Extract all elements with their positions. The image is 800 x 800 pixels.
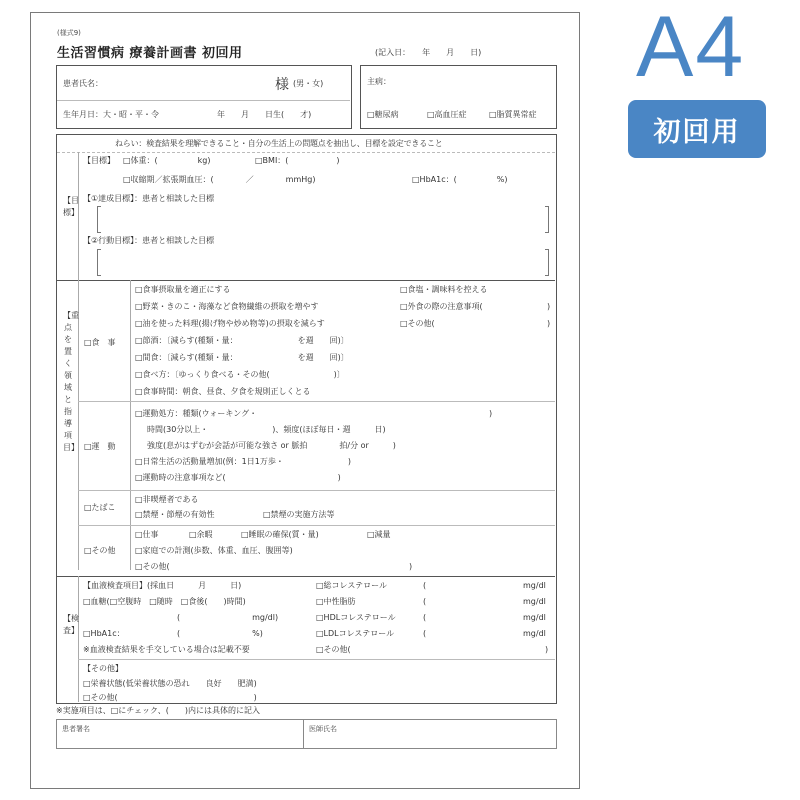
doctor-name-field[interactable]: [307, 734, 547, 746]
diet-right-item-1[interactable]: □食塩・調味料を控える: [400, 285, 488, 294]
patient-signature-label: 患者署名: [62, 725, 90, 733]
birth-era-label[interactable]: 生年月日：大・昭・平・令: [63, 110, 159, 119]
diet-item-7[interactable]: □食事時間：朝食、昼食、夕食を規則正しくとる: [135, 387, 311, 396]
patient-box: [56, 65, 352, 129]
other-weight-loss-checkbox[interactable]: □減量: [367, 530, 391, 539]
form-page: [30, 12, 580, 789]
doctor-name-label: 医師氏名: [309, 725, 337, 733]
diet-right-item-2[interactable]: □外食の際の注意事項(: [400, 302, 483, 311]
action-goal-field[interactable]: [103, 249, 543, 274]
goal-hba1c-checkbox[interactable]: □HbA1c：( %): [412, 175, 508, 184]
disease-diabetes-checkbox[interactable]: □糖尿病: [367, 110, 399, 119]
exercise-item-5[interactable]: □運動時の注意事項など( ): [135, 473, 341, 482]
tobacco-item-3[interactable]: □禁煙の実施方法等: [263, 510, 335, 519]
tobacco-item-2[interactable]: □禁煙・節煙の有効性: [135, 510, 215, 519]
diet-item-4[interactable]: □節酒：〔減らす(種類・量： を週 回)〕: [135, 336, 349, 345]
hba1c-test-value[interactable]: ( %): [177, 629, 263, 638]
blood-test-header[interactable]: 【血液検査項目】(採血日 月 日): [83, 581, 242, 590]
entry-date: (記入日： 年 月 日): [375, 48, 482, 57]
test-note: ※血液検査結果を手交している場合は記載不要: [83, 645, 250, 654]
exercise-item-3[interactable]: 強度(息がはずむが会話が可能な強さ or 脈拍 拍/分 or ): [147, 441, 396, 450]
diet-item-3[interactable]: □油を使った料理(揚げ物や炒め物等)の摂取を減らす: [135, 319, 325, 328]
disease-box: [360, 65, 557, 129]
glucose-value[interactable]: ( mg/dl): [177, 613, 279, 622]
total-cholesterol-checkbox[interactable]: □総コレステロール: [316, 581, 387, 590]
initial-use-badge: 初回用: [628, 100, 766, 158]
triglyceride-checkbox[interactable]: □中性脂肪: [316, 597, 356, 606]
paper-size-label: A4: [636, 0, 746, 95]
disease-dyslipidemia-checkbox[interactable]: □脂質異常症: [489, 110, 537, 119]
exercise-checkbox[interactable]: □運 動: [84, 442, 116, 451]
diet-item-2[interactable]: □野菜・きのこ・海藻など食物繊維の摂取を増やす: [135, 302, 319, 311]
unit-label: mg/dl: [523, 629, 546, 638]
goals-header: 【目標】: [83, 156, 115, 165]
test-other-checkbox[interactable]: □その他(: [316, 645, 351, 654]
exercise-item-2[interactable]: 時間(30分以上・ )、頻度(ほぼ毎日・週 日): [147, 425, 386, 434]
unit-label: mg/dl: [523, 581, 546, 590]
goals-side-label: 【目標】: [63, 196, 79, 217]
birth-date-field[interactable]: 年 月 日生( 才): [217, 110, 312, 119]
unit-label: mg/dl: [523, 613, 546, 622]
tests-side-label: 【検査】: [63, 614, 79, 635]
footnote: ※実施項目は、□にチェック、( )内には具体的に記入: [56, 706, 260, 715]
aim-text: ねらい：検査結果を理解できること・自分の生活上の問題点を抽出し、目標を設定できること: [115, 139, 443, 148]
action-goal-label: 【②行動目標】：患者と相談した目標: [83, 236, 215, 245]
ldl-checkbox[interactable]: □LDLコレステロール: [316, 629, 395, 638]
tobacco-checkbox[interactable]: □たばこ: [84, 503, 116, 512]
diet-item-5[interactable]: □間食：〔減らす(種類・量： を週 回)〕: [135, 353, 349, 362]
patient-name-field[interactable]: [117, 76, 267, 92]
diet-right-item-3[interactable]: □その他(: [400, 319, 435, 328]
goal-weight-checkbox[interactable]: □体重：( kg): [123, 156, 211, 165]
focus-side-label: 【重点を置く領域と指導項目】: [63, 311, 79, 452]
achievement-goal-field[interactable]: [103, 206, 543, 231]
exercise-item-1[interactable]: □運動処方：種類(ウォーキング・: [135, 409, 258, 418]
diet-checkbox[interactable]: □食 事: [84, 338, 116, 347]
achievement-goal-label: 【①達成目標】：患者と相談した目標: [83, 194, 215, 203]
tobacco-item-1[interactable]: □非喫煙者である: [135, 495, 199, 504]
main-disease-label: 主病：: [367, 77, 391, 86]
signature-box: [56, 719, 557, 749]
other-other-checkbox[interactable]: □その他(: [135, 562, 170, 571]
unit-label: mg/dl: [523, 597, 546, 606]
main-plan-box: ねらい：検査結果を理解できること・自分の生活上の問題点を抽出し、目標を設定できること 【目標】 【目標】 □体重：( kg) □BMI：( ) □収縮期／拡張期血圧：( ／ mmHg) □HbA1c：( %) 【①達成目標】：患者と相談した目標 【②行動目標】：患者と相談した目標 【重点を置く領域と指導項目】 □食 事 □食事摂取量を適正にする □野菜・きのこ・海藻など食物繊維の摂取を増やす □油を使った料理(揚げ物や炒め物等)の摂取を減らす □節酒：〔減らす(種類・量： を週 回)〕 □間食：〔減らす(種類・量： を週 回)〕 □食べ方：〔ゆっくり食べる・その他( )〕 □食事時間：朝食、昼食、夕食を規則正しくとる □食塩・調味料を控える □外食の際の注意事項( ) □その他( ) □運 動 □運動処方：種類(ウォーキング・ ) 時間(30分以上・ )、頻度(ほぼ毎日・週 日) 強度(息がはずむが会話が可能な強さ or 脈拍 拍/分 or ) □日常生活の活動量増加(例：1日1万歩・ ) □運動時の注意事項など( ) □たばこ □非喫煙者である □禁煙・節煙の有効性 □禁煙の実施方法等 □その他 □仕事 □余暇 □睡眠の確保(質・量) □減量 □家庭での計測(歩数、体重、血圧、腹囲等) □その他( ) 【検査】 【血液検査項目】(採血日 月 日) □血糖(□空腹時 □随時 □食後( )時間) ( mg/dl) □HbA1c： ( %) ※血液検査結果を手交している場合は記載不要 □総コレステロール ( mg/dl □中性脂肪 ( mg/dl □HDLコレステロール ( mg/dl □LDLコレステロール ( mg/dl □その他( ) 【その他】 □栄養状態(低栄養状態の恐れ 良好 肥満) □その他( ): [56, 134, 557, 704]
other-leisure-checkbox[interactable]: □余暇: [189, 530, 213, 539]
other-tests-header: 【その他】: [83, 664, 123, 673]
close-paren: ): [545, 645, 549, 654]
nutrition-checkbox[interactable]: □栄養状態(低栄養状態の恐れ 良好 肥満): [83, 679, 257, 688]
exercise-item-4[interactable]: □日常生活の活動量増加(例：1日1万歩・ ): [135, 457, 351, 466]
form-number: (様式9): [57, 29, 81, 37]
other-sleep-checkbox[interactable]: □睡眠の確保(質・量): [241, 530, 319, 539]
patient-name-label: 患者氏名：: [63, 79, 103, 88]
honorific: 様: [275, 77, 289, 93]
diet-item-1[interactable]: □食事摂取量を適正にする: [135, 285, 231, 294]
goal-bp-checkbox[interactable]: □収縮期／拡張期血圧：( ／ mmHg): [123, 175, 316, 184]
hba1c-test-checkbox[interactable]: □HbA1c：: [83, 629, 125, 638]
goal-bmi-checkbox[interactable]: □BMI：( ): [255, 156, 340, 165]
other-checkbox[interactable]: □その他: [84, 546, 116, 555]
other-home-measure-checkbox[interactable]: □家庭での計測(歩数、体重、血圧、腹囲等): [135, 546, 293, 555]
form-title: 生活習慣病 療養計画書 初回用: [57, 46, 243, 61]
diet-item-6[interactable]: □食べ方：〔ゆっくり食べる・その他( )〕: [135, 370, 345, 379]
patient-signature-field[interactable]: [59, 734, 299, 746]
tests-other-checkbox[interactable]: □その他( ): [83, 693, 257, 702]
hdl-checkbox[interactable]: □HDLコレステロール: [316, 613, 396, 622]
glucose-checkbox[interactable]: □血糖(□空腹時 □随時 □食後( )時間): [83, 597, 246, 606]
other-work-checkbox[interactable]: □仕事: [135, 530, 159, 539]
disease-hypertension-checkbox[interactable]: □高血圧症: [427, 110, 467, 119]
sex-select[interactable]: (男・女): [293, 79, 324, 88]
